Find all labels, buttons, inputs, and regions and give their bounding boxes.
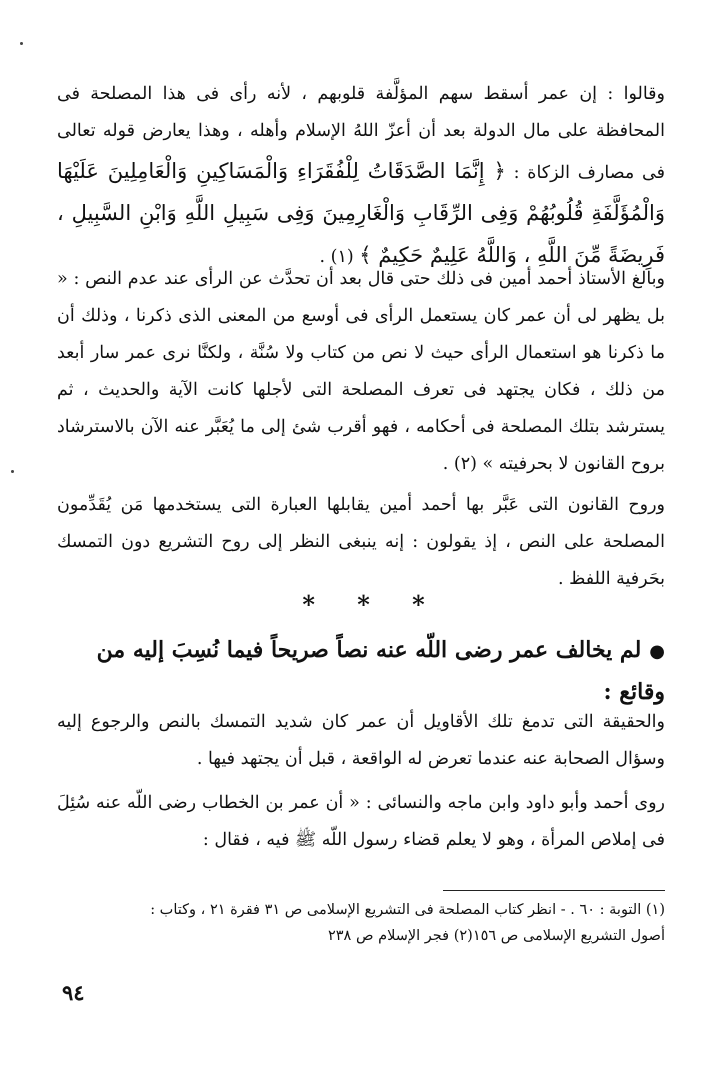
section-heading	[57, 630, 665, 712]
section-heading-text: لم يخالف عمر رضى اللّه عنه نصاً صريحاً فيما نُسِبَ إليه من وقائع :	[96, 637, 665, 705]
margin-speck	[20, 42, 23, 45]
footnote-2: (٢) فجر الإسلام ص ٢٣٨	[327, 928, 473, 944]
section-separator: * * *	[302, 590, 425, 619]
bullet-icon: ●	[649, 641, 665, 662]
paragraph-truth: والحقيقة التى تدمغ تلك الأقاويل أن عمر كان شديد التمسك بالنص والرجوع إليه وسؤال الصحابة عنه عندما تعرض له الواقعة ، قبل أن يجتهد فيها .	[57, 712, 665, 769]
footnote-divider	[443, 890, 665, 891]
quran-verse: ﴿ إِنَّمَا الصَّدَقَاتُ لِلْفُقَرَاءِ وَالْمَسَاكِينِ وَالْعَامِلِينَ عَلَيْهَا وَالْمُؤَلَّفَةِ قُلُوبُهُمْ وَفِى الرِّقَابِ وَالْغَارِمِينَ وَفِى سَبِيلِ اللَّهِ وَابْنِ السَّبِيلِ ، فَرِيضَةً مِّنَ اللَّهِ ، وَاللَّهُ عَلِيمٌ حَكِيمٌ ﴾	[57, 159, 665, 267]
page-number: ٩٤	[62, 980, 85, 1005]
paragraph-ahmad-amin-quote: وبالغ الأستاذ أحمد أمين فى ذلك حتى قال بعد أن تحدَّث عن الرأى عند عدم النص : « بل يظهر لى أن عمر كان يستعمل الرأى فى أوسع من المعنى الذى ذكرنا ، وذلك أن ما ذكرنا هو استعمال الرأى حيث لا نص من كتاب ولا سُنَّة ، ولكنَّا نرى عمر سار أبعد من ذلك ، فكان يجتهد فى تعرف المصلحة التى لأجلها كانت الآية والحديث ، ثم يسترشد بتلك المصلحة فى أحكامه ، فهو أقرب شئ إلى ما يُعَبَّر عنه الآن بالاسترشاد بروح القانون لا بحرفيته » (٢) .	[57, 269, 665, 474]
paragraph-narration: روى أحمد وأبو داود وابن ماجه والنسائى : « أن عمر بن الخطاب رضى اللّه عنه سُئِلَ فى إملاص المرأة ، وهو لا يعلم قضاء رسول اللّه ﷺ فيه ، فقال :	[57, 793, 665, 850]
paragraph-spirit-of-law: وروح القانون التى عَبَّر بها أحمد أمين يقابلها العبارة التى يستخدمها مَن يُقَدِّمون المصلحة على النص ، إذ يقولون : إنه ينبغى النظر إلى روح التشريع دون التمسك بحَرفية اللفظ .	[57, 495, 665, 589]
footnote-1: (١) التوبة : ٦٠ . - انظر كتاب المصلحة فى التشريع الإسلامى ص ٣١ فقرة ٢١ ، وكتاب :	[150, 902, 665, 918]
footnote-row	[57, 923, 665, 949]
footnote-1-continued: أصول التشريع الإسلامى ص ١٥٦	[472, 928, 665, 944]
paragraph-zakat-verse	[57, 76, 665, 276]
footnote-ref: (١) .	[319, 247, 360, 267]
margin-speck	[11, 470, 14, 473]
footnotes	[57, 897, 665, 949]
paragraph-text: وقالوا : إن عمر أسقط سهم المؤلَّفة قلوبهم ، لأنه رأى فى هذا المصلحة فى المحافظة على مال الدولة بعد أن أعزّ اللهُ الإسلام وأهله ، وهذا يعارض قوله تعالى فى مصارف الزكاة :	[57, 84, 665, 183]
